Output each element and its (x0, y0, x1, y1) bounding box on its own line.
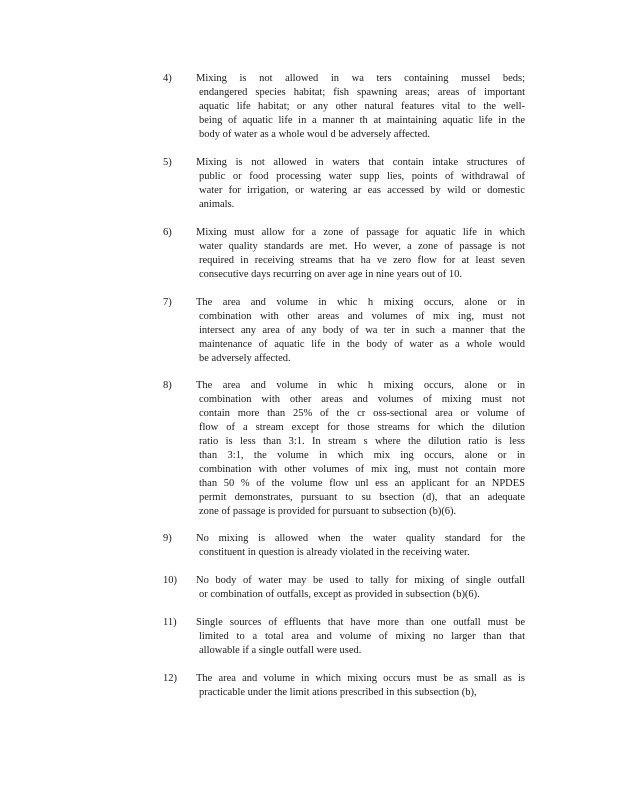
text-line: constituent in question is already violated in the receiving water. (199, 547, 470, 558)
text-line: Single sources of effluents that have more than one outfall must be (196, 617, 525, 628)
text-line: The area and volume in whic h mixing occurs, alone or in (196, 380, 525, 391)
item-number: 6) (163, 227, 172, 238)
text-line: practicable under the limit ations prescribed in this subsection (b), (199, 687, 477, 698)
text-line: combination with other areas and volumes of mix ing, must not (199, 311, 525, 322)
text-line: Mixing must allow for a zone of passage for aquatic life in which (196, 227, 525, 238)
text-line: combination with other areas and volumes of mixing must not (199, 394, 525, 405)
item-number: 7) (163, 297, 172, 308)
text-line: Mixing is not allowed in wa ters containing mussel beds; (196, 73, 525, 84)
text-line: flow of a stream except for those streams for which the dilution (199, 422, 525, 433)
text-line: body of water as a whole woul d be adversely affected. (199, 129, 431, 140)
text-line: The area and volume in which mixing occurs must be as small as is (196, 673, 525, 684)
item-number: 12) (163, 673, 177, 684)
item-text (196, 156, 525, 212)
text-line: No mixing is allowed when the water quality standard for the (196, 533, 525, 544)
item-text (196, 72, 525, 142)
text-line: being of aquatic life in a manner th at maintaining aquatic life in the (199, 115, 525, 126)
text-line: ratio is less than 3:1. In stream s where the dilution ratio is less (199, 436, 525, 447)
text-line: The area and volume in whic h mixing occurs, alone or in (196, 297, 525, 308)
text-line: required in receiving streams that ha ve zero flow for at least seven (199, 255, 525, 266)
item-text (196, 672, 525, 700)
item-number: 9) (163, 533, 172, 544)
text-line: than 50 % of the volume flow unl ess an applicant for an NPDES (199, 478, 525, 489)
text-line: Mixing is not allowed in waters that contain intake structures of (196, 157, 525, 168)
text-line: than 3:1, the volume in which mix ing occurs, alone or in (199, 450, 525, 461)
item-number: 8) (163, 380, 172, 391)
text-line: contain more than 25% of the cr oss-sectional area or volume of (199, 408, 525, 419)
text-line: intersect any area of any body of wa ter in such a manner that the (199, 325, 525, 336)
item-number: 4) (163, 73, 172, 84)
item-number: 5) (163, 157, 172, 168)
item-number: 10) (163, 575, 177, 586)
item-text (196, 574, 525, 602)
text-line: consecutive days recurring on aver age in nine years out of 10. (199, 269, 462, 280)
text-line: No body of water may be used to tally for mixing of single outfall (196, 575, 525, 586)
text-line: aquatic life habitat; or any other natural features vital to the well- (199, 101, 525, 112)
text-line: animals. (199, 199, 235, 210)
text-line: allowable if a single outfall were used. (199, 645, 362, 656)
text-line: water for irrigation, or watering ar eas accessed by wild or domestic (199, 185, 525, 196)
text-line: water quality standards are met. Ho wever, a zone of passage is not (199, 241, 525, 252)
text-line: public or food processing water supp lies, points of withdrawal of (199, 171, 525, 182)
text-line: permit demonstrates, pursuant to su bsection (d), that an adequate (199, 492, 525, 503)
item-text (196, 616, 525, 658)
text-line: combination with other volumes of mix ing, must not contain more (199, 464, 525, 475)
text-line: or combination of outfalls, except as provided in subsection (b)(6). (199, 589, 480, 600)
text-line: limited to a total area and volume of mixing no larger than that (199, 631, 525, 642)
text-line: maintenance of aquatic life in the body of water as a whole would (199, 339, 525, 350)
item-text (196, 532, 525, 560)
item-text (196, 379, 525, 519)
text-line: zone of passage is provided for pursuant to subsection (b)(6). (199, 506, 457, 517)
item-number: 11) (163, 617, 177, 628)
item-text (196, 226, 525, 282)
item-text (196, 296, 525, 366)
text-line: endangered species habitat; fish spawning areas; areas of important (199, 87, 525, 98)
text-line: be adversely affected. (199, 353, 291, 364)
